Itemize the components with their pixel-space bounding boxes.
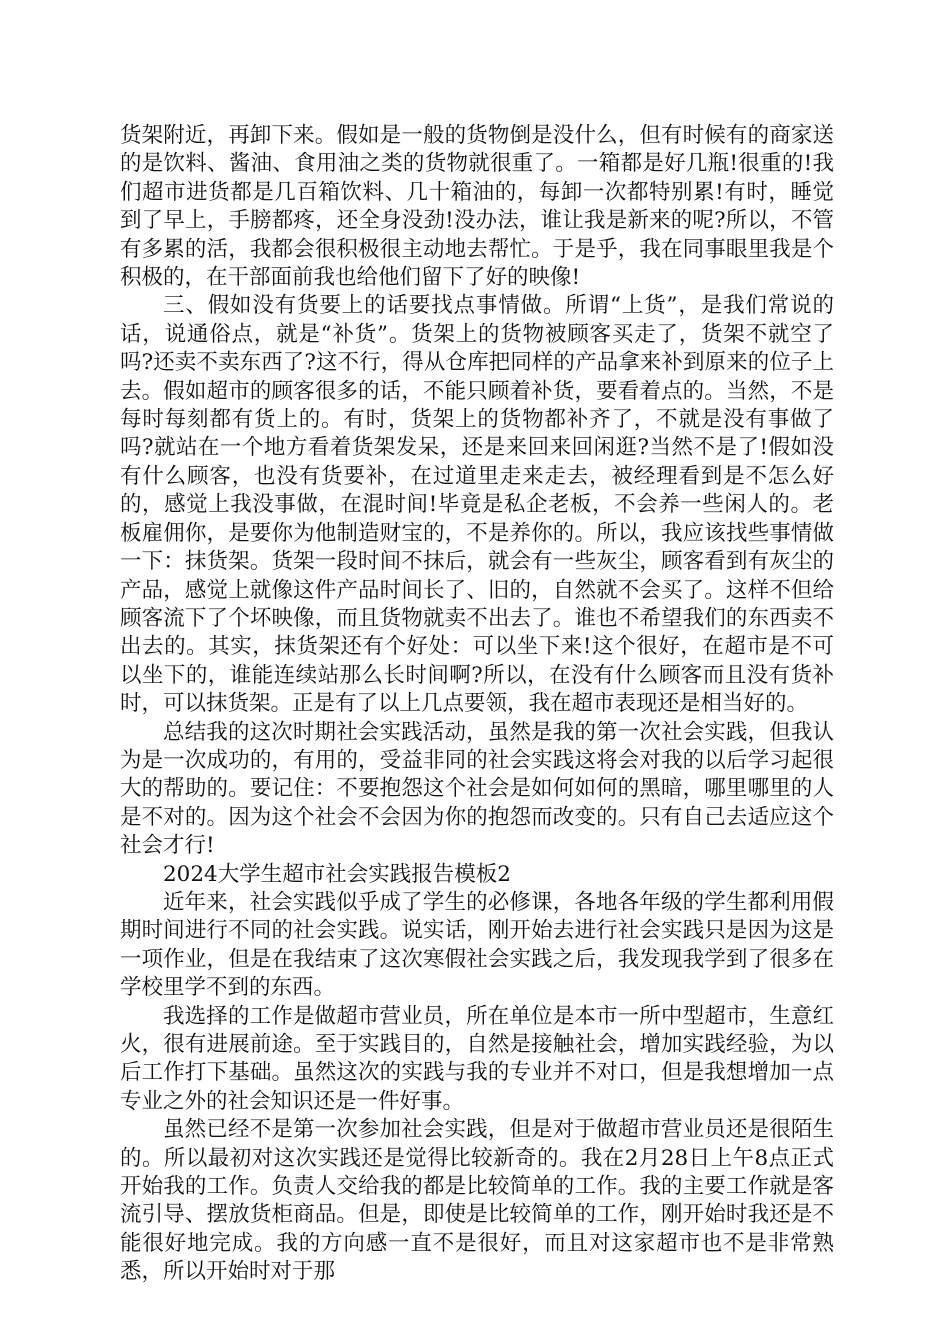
paragraph-summary: 总结我的这次时期社会实践活动，虽然是我的第一次社会实践，但我认为是一次成功的，有用的，受益非同的社会实践这将会对我的以后学习起很大的帮助的。要记住：不要抱怨这个社会是如何如何的黑暗，哪里哪里的人是不对的。因为这个社会不会因为你的抱怨而改变的。只有自己去适应这个社会才行! [120,719,834,859]
paragraph-intro: 近年来，社会实践似乎成了学生的必修课，各地各年级的学生都利用假期时间进行不同的社会实践。说实话，刚开始去进行社会实践只是因为这是一项作业，但是在我结束了这次寒假社会实践之后，我发现我学到了很多在学校里学不到的东西。 [120,889,834,1001]
paragraph-continuation: 货架附近，再卸下来。假如是一般的货物倒是没什么，但有时候有的商家送的是饮料、酱油、食用油之类的货物就很重了。一箱都是好几瓶!很重的!我们超市进货都是几百箱饮料、几十箱油的，每卸一次都特别累!有时，睡觉到了早上，手膀都疼，还全身没劲!没办法，谁让我是新来的呢?所以，不管有多累的活，我都会很积极很主动地去帮忙。于是乎，我在同事眼里我是个积极的，在干部面前我也给他们留下了好的映像! [120,123,834,291]
section-heading: 2024大学生超市社会实践报告模板2 [163,861,511,887]
paragraph-job-choice: 我选择的工作是做超市营业员，所在单位是本市一所中型超市，生意红火，很有进展前途。至于实践目的，自然是接触社会，增加实践经验，为以后工作打下基础。虽然这次的实践与我的专业并不对口，但是我想增加一点专业之外的社会知识还是一件好事。 [120,1003,834,1114]
document-body [120,122,834,1287]
paragraph-section-three: 三、假如没有货要上的话要找点事情做。所谓“上货”，是我们常说的话，说通俗点，就是“补货”。货架上的货物被顾客买走了，货架不就空了吗?还卖不卖东西了?这不行，得从仓库把同样的产品拿来补到原来的位子上去。假如超市的顾客很多的话，不能只顾着补货，要看着点的。当然，不是每时每刻都有货上的。有时，货架上的货物都补齐了，不就是没有事做了吗?就站在一个地方看着货架发呆，还是来回来回闲逛?当然不是了!假如没有什么顾客，也没有货要补，在过道里走来走去，被经理看到是不怎么好的，感觉上我没事做，在混时间!毕竟是私企老板，不会养一些闲人的。老板雇佣你，是要你为他制造财宝的，不是养你的。所以，我应该找些事情做一下：抹货架。货架一段时间不抹后，就会有一些灰尘，顾客看到有灰尘的产品，感觉上就像这件产品时间长了、旧的，自然就不会买了。这样不但给顾客流下了个坏映像，而且货物就卖不出去了。谁也不希望我们的东西卖不出去的。其实，抹货架还有个好处：可以坐下来!这个很好，在超市是不可以坐下的，谁能连续站那么长时间啊?所以，在没有什么顾客而且没有货补时，可以抹货架。正是有了以上几点要领，我在超市表现还是相当好的。 [120,293,834,717]
paragraph-first-days: 虽然已经不是第一次参加社会实践，但是对于做超市营业员还是很陌生的。所以最初对这次实践还是觉得比较新奇的。我在2月28日上午8点正式开始我的工作。负责人交给我的都是比较简单的工作。我的主要工作就是客流引导、摆放货柜商品。但是，即使是比较简单的工作，刚开始时我还是不能很好地完成。我的方向感一直不是很好，而且对这家超市也不是非常熟悉，所以开始时对于那 [120,1117,834,1285]
